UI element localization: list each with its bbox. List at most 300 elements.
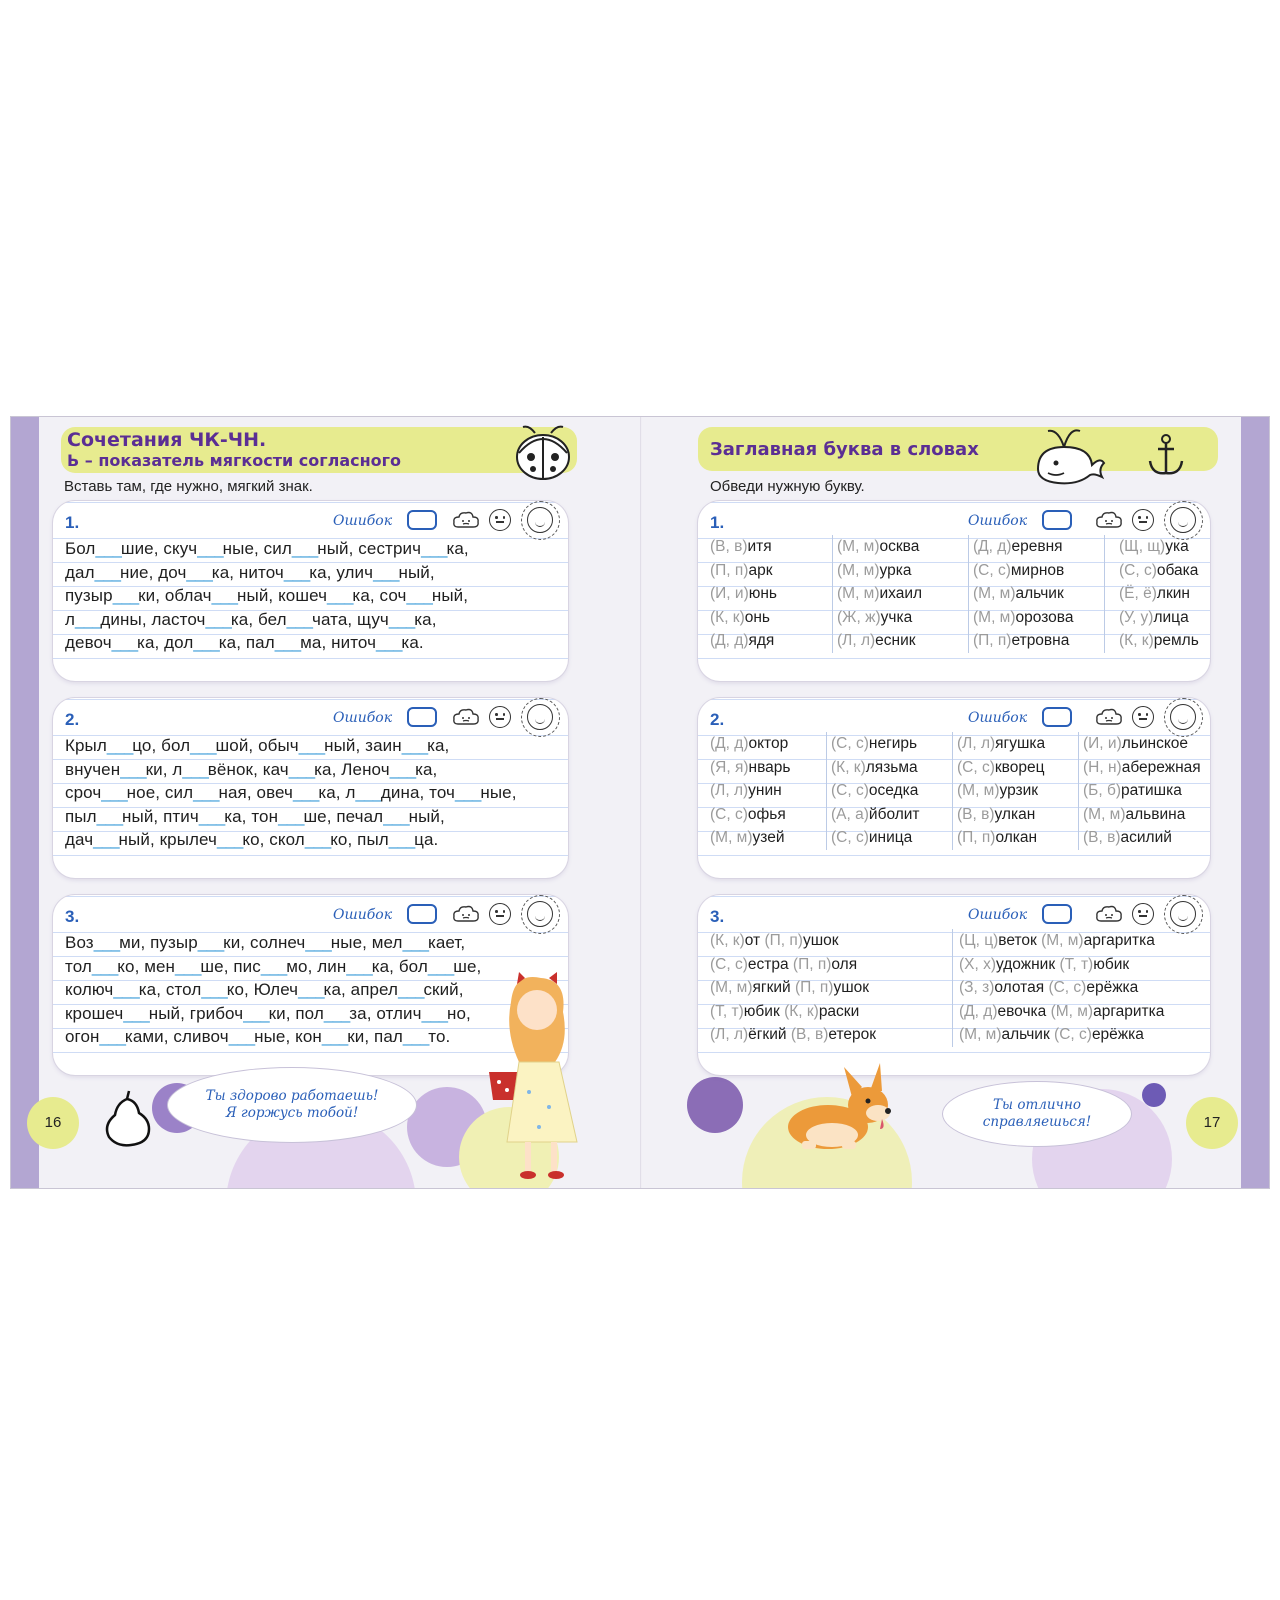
word-ending: олкан bbox=[995, 829, 1038, 846]
errors-label: Ошибок bbox=[968, 710, 1028, 726]
word-column bbox=[968, 535, 1104, 653]
neutral-face-icon[interactable] bbox=[1132, 706, 1154, 728]
letter-choice[interactable]: (В, в) bbox=[710, 538, 748, 555]
word-cell bbox=[959, 1000, 1200, 1024]
letter-choice[interactable]: (К, к) bbox=[784, 1002, 819, 1020]
word-ending: альвина bbox=[1125, 805, 1186, 823]
answer-blank[interactable]: ___ bbox=[427, 956, 454, 976]
answer-blank[interactable]: ___ bbox=[274, 633, 301, 652]
word-ending: аргаритка bbox=[1093, 1002, 1165, 1020]
word-fragment: ный, заин bbox=[324, 736, 402, 755]
right-title: Заглавная буква в словах bbox=[710, 439, 979, 460]
answer-blank[interactable]: ___ bbox=[454, 783, 481, 802]
answer-blank[interactable]: ___ bbox=[292, 783, 319, 802]
letter-choice[interactable]: (А, а) bbox=[831, 805, 869, 823]
answer-blank[interactable]: ___ bbox=[106, 736, 133, 755]
letter-choice[interactable]: (Н, н) bbox=[1083, 758, 1122, 776]
girl-watering-illustration bbox=[459, 972, 599, 1187]
letter-choice[interactable]: (С, с) bbox=[831, 782, 869, 799]
word-ending: онь bbox=[744, 608, 771, 626]
word-fragment: тол bbox=[65, 956, 92, 976]
answer-blank[interactable]: ___ bbox=[216, 830, 243, 849]
letter-choice[interactable]: (И, и) bbox=[1083, 735, 1122, 752]
letter-choice[interactable]: (Х, х) bbox=[959, 955, 997, 973]
word-fragment: ка, соч bbox=[352, 586, 407, 605]
right-exercise-card-3 bbox=[698, 895, 1210, 1075]
letter-choice[interactable]: (З, з) bbox=[959, 979, 995, 996]
word-fragment: ка, bbox=[446, 539, 469, 558]
letter-choice[interactable]: (С, с) bbox=[710, 805, 748, 823]
answer-blank[interactable]: ___ bbox=[96, 806, 123, 826]
word-fragment: ко, скол bbox=[242, 830, 305, 849]
cloud-face-icon[interactable] bbox=[453, 905, 479, 923]
word-cell bbox=[831, 779, 952, 803]
word-ending: етерок bbox=[828, 1026, 877, 1043]
answer-blank[interactable]: ___ bbox=[383, 806, 409, 826]
exercise-line bbox=[65, 828, 556, 852]
word-fragment: ше, пис bbox=[200, 956, 261, 976]
errors-label: Ошибок bbox=[968, 513, 1028, 529]
errors-count-box[interactable] bbox=[407, 510, 437, 530]
left-instruction: Вставь там, где нужно, мягкий знак. bbox=[64, 478, 313, 495]
answer-blank[interactable]: ___ bbox=[283, 562, 310, 582]
answer-blank[interactable]: ___ bbox=[123, 1003, 149, 1023]
exercise-line bbox=[65, 805, 556, 829]
letter-choice[interactable]: (Ц, ц) bbox=[959, 932, 999, 949]
answer-blank[interactable]: ___ bbox=[260, 956, 287, 976]
answer-blank[interactable]: ___ bbox=[421, 539, 447, 558]
letter-choice[interactable]: (Б, б) bbox=[1083, 782, 1121, 799]
letter-choice[interactable]: (С, с) bbox=[1119, 561, 1157, 579]
word-fragment: ный, bbox=[398, 562, 435, 582]
word-cell bbox=[1083, 756, 1200, 780]
answer-blank[interactable]: ___ bbox=[211, 586, 238, 605]
word-ending: льинское bbox=[1121, 735, 1189, 752]
letter-choice[interactable]: (М, м) bbox=[957, 782, 1000, 799]
word-ending: юбик bbox=[743, 1002, 780, 1020]
answer-blank[interactable]: ___ bbox=[305, 933, 331, 952]
word-column bbox=[1104, 535, 1200, 653]
letter-choice[interactable]: (В, в) bbox=[790, 1026, 829, 1043]
exercise-number: 2. bbox=[65, 710, 80, 729]
answer-blank[interactable]: ___ bbox=[201, 980, 227, 999]
answer-blank[interactable]: ___ bbox=[101, 783, 127, 802]
corgi-dog-illustration bbox=[782, 1057, 902, 1157]
letter-choice[interactable]: (У, у) bbox=[1119, 608, 1154, 626]
neutral-face-icon[interactable] bbox=[489, 509, 511, 531]
word-fragment: дина, точ bbox=[380, 783, 455, 802]
word-fragment: ко, пыл bbox=[330, 830, 389, 849]
word-cell bbox=[1083, 803, 1200, 827]
right-exercise-card-1 bbox=[698, 501, 1210, 681]
letter-choice[interactable]: (К, к) bbox=[710, 932, 745, 949]
word-ending: нварь bbox=[748, 758, 791, 776]
answer-blank[interactable]: ___ bbox=[406, 586, 432, 605]
letter-choice[interactable]: (К, к) bbox=[1119, 632, 1154, 649]
word-cell bbox=[957, 779, 1078, 803]
word-fragment: ка, дол bbox=[137, 633, 194, 652]
word-ending: ерёжка bbox=[1086, 979, 1139, 996]
word-cell bbox=[837, 559, 968, 583]
word-fragment: шой, обыч bbox=[215, 736, 299, 755]
word-cell bbox=[710, 629, 832, 653]
answer-blank[interactable]: ___ bbox=[197, 539, 223, 558]
word-cell bbox=[1083, 779, 1200, 803]
word-cell bbox=[973, 535, 1104, 559]
sun-face-icon[interactable] bbox=[527, 507, 553, 533]
neutral-face-icon[interactable] bbox=[1132, 509, 1154, 531]
letter-choice[interactable]: (Л, л) bbox=[837, 632, 876, 649]
word-fragment: ки, пал bbox=[347, 1027, 403, 1046]
answer-blank[interactable]: ___ bbox=[304, 830, 331, 849]
sun-face-icon[interactable] bbox=[1170, 901, 1196, 927]
word-cell bbox=[710, 976, 952, 1000]
answer-blank[interactable]: ___ bbox=[355, 783, 381, 802]
answer-blank[interactable]: ___ bbox=[182, 759, 208, 779]
letter-choice[interactable]: (С, с) bbox=[710, 955, 748, 973]
word-fragment: чата, щуч bbox=[312, 609, 389, 629]
word-ending: оседка bbox=[868, 782, 919, 799]
answer-blank[interactable]: ___ bbox=[321, 1027, 348, 1046]
word-fragment: ми, пузыр bbox=[119, 933, 198, 952]
letter-choice[interactable]: (М, м) bbox=[973, 608, 1016, 626]
word-ending: обака bbox=[1156, 561, 1199, 579]
word-fragment: крошеч bbox=[65, 1003, 124, 1023]
word-fragment: ная, овеч bbox=[218, 783, 293, 802]
neutral-face-icon[interactable] bbox=[489, 706, 511, 728]
word-cell bbox=[957, 732, 1078, 756]
book-spread bbox=[10, 416, 1270, 1189]
sun-face-icon[interactable] bbox=[1170, 704, 1196, 730]
word-cell bbox=[710, 606, 832, 630]
word-ending: кворец bbox=[994, 758, 1045, 776]
word-ending: ихаил bbox=[879, 585, 923, 602]
answer-blank[interactable]: ___ bbox=[286, 609, 313, 629]
word-ending: юбик bbox=[1093, 955, 1130, 973]
answer-blank[interactable]: ___ bbox=[186, 562, 212, 582]
word-ending: узей bbox=[752, 829, 785, 846]
letter-choice[interactable]: (П, п) bbox=[710, 561, 749, 579]
cloud-face-icon[interactable] bbox=[453, 708, 479, 726]
letter-choice[interactable]: (М, м) bbox=[959, 1026, 1002, 1043]
word-ending: офья bbox=[747, 805, 786, 823]
letter-choice[interactable]: (Д, д) bbox=[973, 538, 1012, 555]
word-fragment: ный, крылеч bbox=[118, 830, 217, 849]
answer-blank[interactable]: ___ bbox=[120, 759, 146, 779]
word-fragment: ка, бел bbox=[230, 609, 287, 629]
letter-choice[interactable]: (М, м) bbox=[710, 829, 753, 846]
word-ending: аргаритка bbox=[1083, 932, 1155, 949]
errors-count-box[interactable] bbox=[407, 707, 437, 727]
letter-choice[interactable]: (Л, л) bbox=[710, 782, 749, 799]
letter-choice[interactable]: (П, п) bbox=[973, 632, 1012, 649]
word-ending: улкан bbox=[994, 805, 1036, 823]
word-column bbox=[826, 732, 952, 850]
word-cell bbox=[710, 826, 826, 850]
answer-blank[interactable]: ___ bbox=[389, 759, 416, 779]
word-ending: олотая bbox=[994, 979, 1045, 996]
answer-blank[interactable]: ___ bbox=[93, 830, 119, 849]
word-fragment: ка, улич bbox=[309, 562, 374, 582]
word-fragment: ный, bbox=[408, 806, 445, 826]
word-ending: лица bbox=[1153, 608, 1189, 626]
answer-blank[interactable]: ___ bbox=[402, 1027, 429, 1046]
word-column bbox=[952, 929, 1200, 1047]
exercise-number: 1. bbox=[710, 513, 725, 532]
word-cell bbox=[1083, 826, 1200, 850]
word-ending: ушок bbox=[833, 979, 870, 996]
word-fragment: ко, мен bbox=[117, 956, 176, 976]
answer-blank[interactable]: ___ bbox=[376, 633, 402, 652]
answer-blank[interactable]: ___ bbox=[190, 736, 216, 755]
letter-choice[interactable]: (С, с) bbox=[831, 735, 869, 752]
letter-choice[interactable]: (М, м) bbox=[837, 561, 880, 579]
word-cell bbox=[973, 606, 1104, 630]
word-cell bbox=[831, 803, 952, 827]
word-ending: иница bbox=[868, 829, 913, 846]
anchor-icon bbox=[1146, 433, 1186, 477]
word-ending: веток bbox=[998, 932, 1037, 949]
word-ending: октор bbox=[748, 735, 789, 752]
pear-icon bbox=[99, 1089, 155, 1149]
word-fragment: сроч bbox=[65, 783, 102, 802]
word-cell bbox=[710, 1000, 952, 1024]
answer-blank[interactable]: ___ bbox=[298, 980, 324, 999]
word-fragment: ка, л bbox=[318, 783, 356, 802]
word-ending: етровна bbox=[1011, 632, 1070, 649]
motivation-bubble: Ты здорово работаешь! Я горжусь тобой! bbox=[167, 1067, 417, 1143]
word-cell bbox=[710, 929, 952, 953]
neutral-face-icon[interactable] bbox=[489, 903, 511, 925]
word-ending: раски bbox=[818, 1002, 860, 1020]
ladybug-icon bbox=[509, 423, 575, 483]
letter-choice[interactable]: (Д, д) bbox=[710, 735, 749, 752]
answer-blank[interactable]: ___ bbox=[346, 956, 372, 976]
letter-choice[interactable]: (М, м) bbox=[837, 585, 880, 602]
word-fragment: ный, птич bbox=[122, 806, 199, 826]
letter-choice[interactable]: (Д, д) bbox=[959, 1002, 998, 1020]
answer-blank[interactable]: ___ bbox=[95, 539, 121, 558]
word-ending: учка bbox=[880, 608, 913, 626]
letter-choice[interactable]: (К, к) bbox=[831, 758, 866, 776]
word-fragment: ка, ниточ bbox=[211, 562, 284, 582]
word-ending: еревня bbox=[1011, 538, 1063, 555]
answer-blank[interactable]: ___ bbox=[402, 933, 428, 952]
answer-blank[interactable]: ___ bbox=[99, 1027, 125, 1046]
letter-choice[interactable]: (М, м) bbox=[1050, 1002, 1094, 1020]
word-fragment: ные, мел bbox=[330, 933, 403, 952]
letter-choice[interactable]: (П, п) bbox=[764, 932, 803, 949]
exercise-number: 2. bbox=[710, 710, 725, 729]
left-title-line1: Сочетания ЧК-ЧН. bbox=[67, 429, 267, 451]
letter-choice[interactable]: (Л, л) bbox=[710, 1026, 749, 1043]
answer-blank[interactable]: ___ bbox=[193, 783, 219, 802]
word-fragment: ка, тон bbox=[224, 806, 279, 826]
errors-count-box[interactable] bbox=[1042, 904, 1072, 924]
letter-choice[interactable]: (С, с) bbox=[957, 758, 995, 776]
answer-blank[interactable]: ___ bbox=[327, 586, 353, 605]
word-cell bbox=[710, 756, 826, 780]
page-number: 16 bbox=[27, 1097, 79, 1149]
word-cell bbox=[831, 756, 952, 780]
errors-count-box[interactable] bbox=[407, 904, 437, 924]
errors-count-box[interactable] bbox=[1042, 510, 1072, 530]
answer-blank[interactable]: ___ bbox=[288, 759, 315, 779]
word-ending: удожник bbox=[996, 955, 1056, 973]
letter-choice[interactable]: (В, в) bbox=[957, 805, 995, 823]
errors-count-box[interactable] bbox=[1042, 707, 1072, 727]
word-fragment: но, bbox=[447, 1003, 471, 1023]
letter-choice[interactable]: (К, к) bbox=[710, 608, 745, 626]
answer-blank[interactable]: ___ bbox=[323, 1003, 350, 1023]
letter-choice[interactable]: (Л, л) bbox=[957, 735, 996, 752]
word-grid bbox=[708, 732, 1200, 850]
word-cell bbox=[957, 756, 1078, 780]
exercise-number: 1. bbox=[65, 513, 80, 532]
word-column bbox=[708, 929, 952, 1047]
word-column bbox=[708, 535, 832, 653]
exercise-line bbox=[65, 584, 556, 608]
word-ending: мирнов bbox=[1010, 561, 1065, 579]
letter-choice[interactable]: (Ж, ж) bbox=[837, 608, 881, 626]
answer-blank[interactable]: ___ bbox=[113, 980, 139, 999]
word-fragment: ки, л bbox=[145, 759, 183, 779]
letter-choice[interactable]: (И, и) bbox=[710, 585, 749, 602]
answer-blank[interactable]: ___ bbox=[175, 956, 201, 976]
sun-face-icon[interactable] bbox=[527, 704, 553, 730]
word-cell bbox=[710, 559, 832, 583]
word-cell bbox=[1119, 606, 1200, 630]
answer-blank[interactable]: ___ bbox=[401, 736, 428, 755]
word-fragment: ный, сестрич bbox=[317, 539, 422, 558]
word-fragment: дины, ласточ bbox=[100, 609, 206, 629]
word-fragment: Крыл bbox=[65, 736, 107, 755]
letter-choice[interactable]: (П, п) bbox=[957, 829, 996, 846]
word-cell bbox=[1119, 629, 1200, 653]
exercise-line bbox=[65, 758, 556, 782]
word-fragment: дач bbox=[65, 830, 94, 849]
word-cell bbox=[837, 629, 968, 653]
sun-face-icon[interactable] bbox=[1170, 507, 1196, 533]
word-fragment: внучен bbox=[65, 759, 121, 779]
cloud-face-icon[interactable] bbox=[1096, 511, 1122, 529]
word-fragment: ше, bbox=[453, 956, 482, 976]
word-ending: урка bbox=[879, 561, 912, 579]
word-fragment: ками, сливоч bbox=[124, 1027, 229, 1046]
word-cell bbox=[1083, 732, 1200, 756]
word-ending: ремль bbox=[1153, 632, 1199, 649]
word-cell bbox=[957, 826, 1078, 850]
word-ending: ушок bbox=[802, 932, 839, 949]
exercise-lines bbox=[65, 734, 556, 852]
answer-blank[interactable]: ___ bbox=[91, 956, 118, 976]
answer-blank[interactable]: ___ bbox=[228, 1027, 255, 1046]
word-cell bbox=[710, 953, 952, 977]
exercise-line bbox=[65, 781, 556, 805]
letter-choice[interactable]: (Я, я) bbox=[710, 758, 749, 776]
word-ending: ягкий bbox=[752, 979, 791, 996]
word-fragment: ца. bbox=[414, 830, 439, 849]
answer-blank[interactable]: ___ bbox=[205, 609, 231, 629]
word-cell bbox=[959, 953, 1200, 977]
page-number: 17 bbox=[1186, 1097, 1238, 1149]
letter-choice[interactable]: (П, п) bbox=[794, 979, 834, 996]
answer-blank[interactable]: ___ bbox=[388, 830, 415, 849]
answer-blank[interactable]: ___ bbox=[388, 609, 415, 629]
word-ending: альчик bbox=[1015, 585, 1064, 602]
word-cell bbox=[959, 929, 1200, 953]
word-fragment: кает, bbox=[427, 933, 466, 952]
letter-choice[interactable]: (Ё, ё) bbox=[1119, 585, 1157, 602]
word-fragment: ное, сил bbox=[126, 783, 194, 802]
answer-blank[interactable]: ___ bbox=[112, 586, 139, 605]
word-ending: оля bbox=[831, 955, 858, 973]
letter-choice[interactable]: (Щ, щ) bbox=[1119, 538, 1166, 555]
answer-blank[interactable]: ___ bbox=[278, 806, 304, 826]
answer-blank[interactable]: ___ bbox=[291, 539, 318, 558]
letter-choice[interactable]: (Д, д) bbox=[710, 632, 749, 649]
left-exercise-card-1 bbox=[53, 501, 568, 681]
word-ending: лязьма bbox=[865, 758, 918, 776]
letter-choice[interactable]: (Т, т) bbox=[1059, 955, 1094, 973]
answer-blank[interactable]: ___ bbox=[373, 562, 399, 582]
neutral-face-icon[interactable] bbox=[1132, 903, 1154, 925]
letter-choice[interactable]: (М, м) bbox=[710, 979, 753, 996]
answer-blank[interactable]: ___ bbox=[198, 806, 225, 826]
word-fragment: ка, бол bbox=[371, 956, 428, 976]
answer-blank[interactable]: ___ bbox=[197, 933, 224, 952]
word-fragment: Воз bbox=[65, 933, 94, 952]
cloud-face-icon[interactable] bbox=[1096, 708, 1122, 726]
answer-blank[interactable]: ___ bbox=[298, 736, 325, 755]
cloud-face-icon[interactable] bbox=[1096, 905, 1122, 923]
letter-choice[interactable]: (В, в) bbox=[1083, 829, 1121, 846]
word-ending: орозова bbox=[1015, 608, 1074, 626]
answer-blank[interactable]: ___ bbox=[193, 633, 219, 652]
exercise-line bbox=[65, 537, 556, 561]
letter-choice[interactable]: (Т, т) bbox=[710, 1002, 744, 1020]
word-ending: арк bbox=[748, 561, 773, 579]
word-fragment: ка. bbox=[401, 633, 424, 652]
answer-blank[interactable]: ___ bbox=[398, 980, 424, 999]
word-cell bbox=[710, 582, 832, 606]
word-cell bbox=[710, 1023, 952, 1047]
letter-choice[interactable]: (М, м) bbox=[1083, 805, 1126, 823]
cloud-face-icon[interactable] bbox=[453, 511, 479, 529]
word-cell bbox=[837, 582, 968, 606]
sun-face-icon[interactable] bbox=[527, 901, 553, 927]
word-fragment: то. bbox=[428, 1027, 451, 1046]
answer-blank[interactable]: ___ bbox=[111, 633, 138, 652]
answer-blank[interactable]: ___ bbox=[421, 1003, 447, 1023]
letter-choice[interactable]: (С, с) bbox=[973, 561, 1011, 579]
word-cell bbox=[837, 535, 968, 559]
letter-choice[interactable]: (М, м) bbox=[973, 585, 1016, 602]
answer-blank[interactable]: ___ bbox=[94, 562, 120, 582]
letter-choice[interactable]: (М, м) bbox=[1041, 932, 1084, 949]
letter-choice[interactable]: (П, п) bbox=[792, 955, 832, 973]
letter-choice[interactable]: (С, с) bbox=[831, 829, 869, 846]
answer-blank[interactable]: ___ bbox=[243, 1003, 269, 1023]
answer-blank[interactable]: ___ bbox=[93, 933, 120, 952]
answer-blank[interactable]: ___ bbox=[75, 609, 101, 629]
word-column bbox=[708, 732, 826, 850]
letter-choice[interactable]: (С, с) bbox=[1048, 979, 1087, 996]
letter-choice[interactable]: (М, м) bbox=[837, 538, 880, 555]
letter-choice[interactable]: (С, с) bbox=[1054, 1026, 1092, 1043]
word-column bbox=[952, 732, 1078, 850]
errors-label: Ошибок bbox=[333, 907, 393, 923]
